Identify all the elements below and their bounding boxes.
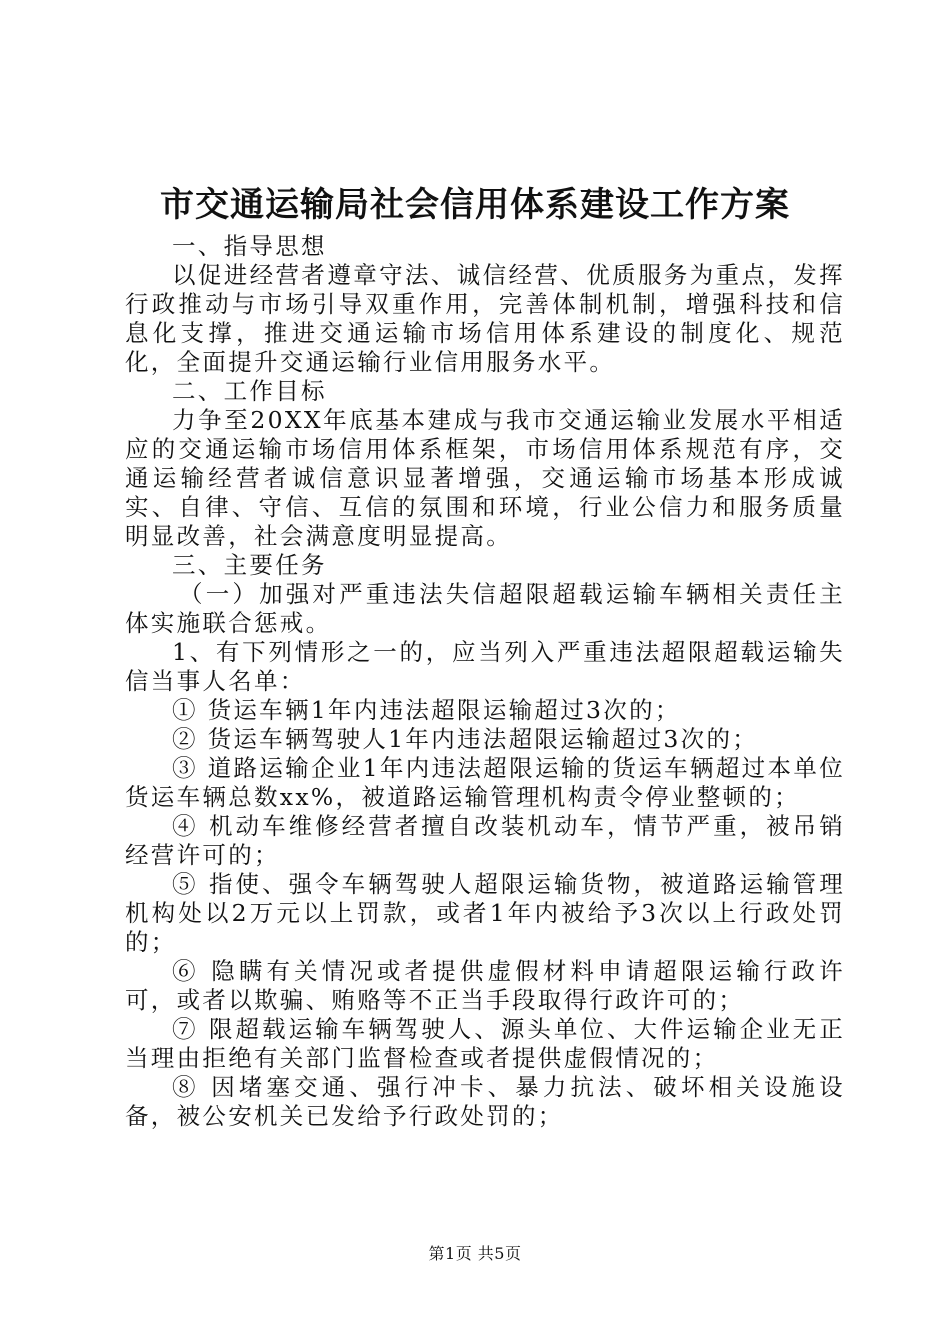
paragraph-work-goals: 力争至20XX年底基本建成与我市交通运输业发展水平相适应的交通运输市场信用体系框架，市场信用体系规范有序，交通运输经营者诚信意识显著增强，交通运输市场基本形成诚实、自律、守信、互信的氛围和环境，行业公信力和服务质量明显改善，社会满意度明显提高。 — [125, 406, 845, 550]
section-heading-work-goals: 二、工作目标 — [172, 377, 327, 405]
page-footer: 第1页 共5页 — [428, 1244, 522, 1263]
list-item-1: ① 货运车辆1年内违法超限运输超过3次的； — [172, 696, 681, 724]
paragraph-list-intro: 1、有下列情形之一的，应当列入严重违法超限超载运输失信当事人名单： — [125, 638, 845, 695]
list-item-7: ⑦ 限超载运输车辆驾驶人、源头单位、大件运输企业无正当理由拒绝有关部门监督检查或者提供虚假情况的； — [125, 1015, 845, 1072]
section-heading-main-tasks: 三、主要任务 — [172, 551, 327, 579]
list-item-2: ② 货运车辆驾驶人1年内违法超限运输超过3次的； — [172, 725, 759, 753]
list-item-5: ⑤ 指使、强令车辆驾驶人超限运输货物，被道路运输管理机构处以2万元以上罚款，或者1年内被给予3次以上行政处罚的； — [125, 870, 845, 956]
list-item-6: ⑥ 隐瞒有关情况或者提供虚假材料申请超限运输行政许可，或者以欺骗、贿赂等不正当手段取得行政许可的； — [125, 957, 845, 1014]
list-item-3: ③ 道路运输企业1年内违法超限运输的货运车辆超过本单位货运车辆总数xx%，被道路运输管理机构责令停业整顿的； — [125, 754, 845, 811]
subsection-heading-joint-punishment: （一）加强对严重违法失信超限超载运输车辆相关责任主体实施联合惩戒。 — [125, 580, 845, 637]
paragraph-guiding-ideology: 以促进经营者遵章守法、诚信经营、优质服务为重点，发挥行政推动与市场引导双重作用，完善体制机制，增强科技和信息化支撑，推进交通运输市场信用体系建设的制度化、规范化，全面提升交通运输行业信用服务水平。 — [125, 261, 845, 376]
list-item-4: ④ 机动车维修经营者擅自改装机动车，情节严重，被吊销经营许可的； — [125, 812, 845, 869]
section-heading-guiding-ideology: 一、指导思想 — [172, 232, 327, 260]
list-item-8: ⑧ 因堵塞交通、强行冲卡、暴力抗法、破坏相关设施设备，被公安机关已发给予行政处罚的； — [125, 1073, 845, 1130]
document-body — [125, 232, 845, 1131]
document-title: 市交通运输局社会信用体系建设工作方案 — [160, 185, 790, 225]
